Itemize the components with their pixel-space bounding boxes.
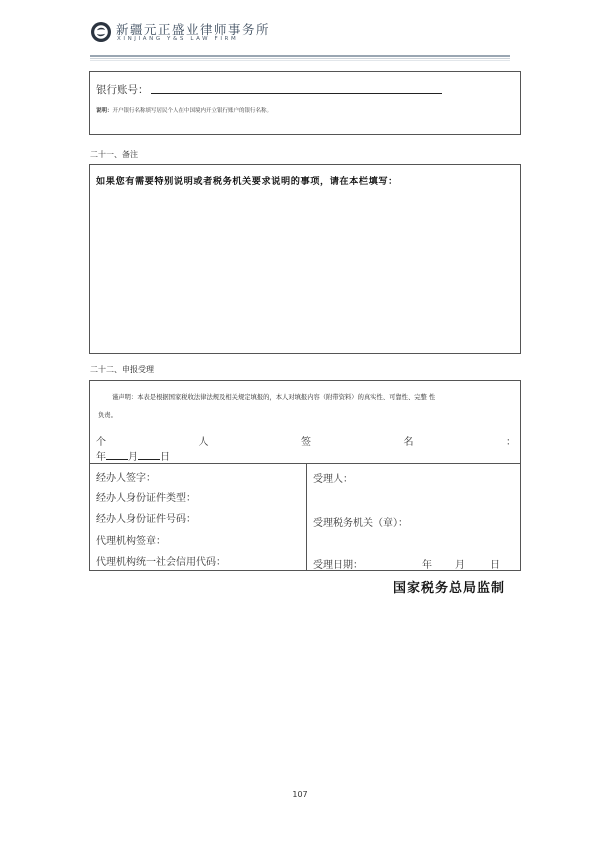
agent-id-type-label: 经办人身份证件类型： <box>96 493 196 504</box>
signature-char: 个 <box>96 437 106 448</box>
bank-note-text: 开户银行名称填写居民个人在中国境内开立银行账户的银行名称。 <box>112 108 273 114</box>
signature-char: ： <box>506 437 516 448</box>
declaration-line-1: 谨声明：本表是根据国家税收法律法规及相关规定填报的，本人对填报内容（附带资料）的真实性、可靠性、完整 性 <box>112 394 436 401</box>
date-day-label: 日 <box>160 452 170 463</box>
header-rule-faint <box>90 60 510 61</box>
section-22-title: 二十二、申报受理 <box>90 365 154 374</box>
bank-account-label: 银行账号： <box>96 84 149 96</box>
supervisor-label: 国家税务总局监制 <box>393 581 506 596</box>
signature-char: 签 <box>301 437 311 448</box>
signature-char: 人 <box>198 437 209 448</box>
remark-box[interactable] <box>89 164 521 354</box>
section-21-title: 二十一、备注 <box>90 150 138 159</box>
acceptance-year: 年 <box>422 560 432 571</box>
page-number: 107 <box>292 790 308 799</box>
firm-name-en: XINJIANG Y&S LAW FIRM <box>117 36 239 42</box>
agent-id-number-label: 经办人身份证件号码： <box>96 514 196 525</box>
acceptance-day: 日 <box>490 560 500 571</box>
acceptance-month: 月 <box>455 560 465 571</box>
date-day-blank[interactable] <box>138 449 160 460</box>
date-month-label: 月 <box>128 452 138 463</box>
bank-account-box <box>89 71 521 135</box>
header-rule <box>90 55 510 57</box>
declaration-line-2: 负责。 <box>98 412 117 419</box>
signature-char: 名 <box>403 437 414 448</box>
date-year-label: 年 <box>96 452 106 463</box>
remark-prompt: 如果您有需要特别说明或者税务机关要求说明的事项，请在本栏填写： <box>96 176 398 187</box>
signature-row[interactable] <box>96 433 516 448</box>
agent-acceptance-divider <box>306 463 307 571</box>
bank-account-input-line[interactable] <box>151 93 442 94</box>
header-rule-thin <box>90 58 510 59</box>
firm-logo-icon <box>90 21 112 43</box>
agency-code-label: 代理机构统一社会信用代码： <box>96 557 226 568</box>
acceptance-date-label: 受理日期： <box>313 560 363 571</box>
date-month-blank[interactable] <box>106 449 128 460</box>
signature-date-row <box>96 448 170 463</box>
bank-note <box>96 106 272 114</box>
tax-office-label: 受理税务机关（章）： <box>313 518 408 529</box>
agent-signature-label: 经办人签字： <box>96 473 156 484</box>
bank-note-label: 说明： <box>96 108 113 114</box>
firm-name-cn: 新疆元正盛业律师事务所 <box>116 22 271 37</box>
agency-seal-label: 代理机构签章： <box>96 536 166 547</box>
receiver-label: 受理人： <box>313 474 353 485</box>
